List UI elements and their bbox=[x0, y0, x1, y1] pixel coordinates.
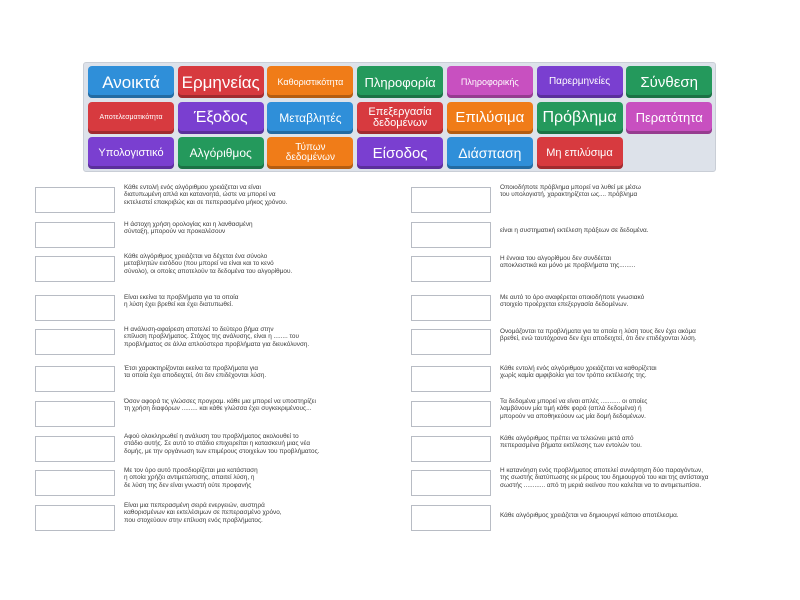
definition-text: Ονομάζονται τα προβλήματα για τα οποία η λύση τους δεν έχει ακόμα βρεθεί, ενώ ταυτόχρονα δεν έχει αποδειχτεί, ότι δεν επιδέχονται λύση. bbox=[500, 328, 697, 343]
answer-drop-slot[interactable] bbox=[35, 222, 115, 248]
answer-drop-slot[interactable] bbox=[411, 505, 491, 531]
definition-text: Η ανάλυση-αφαίρεση αποτελεί το δεύτερο βήμα στην επίλυση προβλήματος. Στόχος της ανάλυσης, είναι η ........ του προβλήματος σε άλλα απλούστερα προβλήματα για διευκόλυνση. bbox=[124, 326, 310, 348]
answer-tile[interactable]: Περατότητα bbox=[626, 102, 712, 134]
definition-text: Έτσι χαρακτηρίζονται εκείνα τα προβλήματα για τα οποία έχει αποδειχτεί, ότι δεν επιδέχονται λύση. bbox=[124, 365, 267, 380]
definition-text: Είναι μια πεπερασμένη σειρά ενεργειών, αυστηρά καθορισμένων και εκτελέσιμων σε πεπερασμένο χρόνο, που στοχεύουν στην επίλυση ενός προβλήματος. bbox=[124, 502, 282, 524]
answer-tile[interactable]: Έξοδος bbox=[178, 102, 264, 134]
definition-text: Κάθε εντολή ενός αλγόριθμου χρειάζεται να είναι διατυπωμένη απλά και κατανοητά, ώστε να μπορεί να εκτελεστεί επακριβώς και σε πεπερασμένο μήκος χρόνου. bbox=[124, 184, 288, 206]
definition-text: Με τον όρο αυτό προσδιορίζεται μια κατάσταση η οποία χρήζει αντιμετώπισης, απαιτεί λύση, η δε λύση της δεν είναι γνωστή ούτε προφανής bbox=[124, 467, 258, 489]
answer-drop-slot[interactable] bbox=[35, 505, 115, 531]
answer-drop-slot[interactable] bbox=[35, 366, 115, 392]
definition-text: είναι η συστηματική εκτέλεση πράξεων σε δεδομένα. bbox=[500, 227, 649, 234]
answer-tile[interactable]: Υπολογιστικό bbox=[88, 137, 174, 169]
answer-drop-slot[interactable] bbox=[411, 256, 491, 282]
definition-text: Η άστοχη χρήση ορολογίας και η λανθασμένη σύνταξη, μπορούν να προκαλέσουν bbox=[124, 221, 253, 236]
answer-tile[interactable]: Παρερμηνείες bbox=[537, 66, 623, 98]
answer-drop-slot[interactable] bbox=[411, 295, 491, 321]
answer-drop-slot[interactable] bbox=[35, 401, 115, 427]
answer-drop-slot[interactable] bbox=[35, 436, 115, 462]
answer-drop-slot[interactable] bbox=[411, 401, 491, 427]
answer-drop-slot[interactable] bbox=[411, 366, 491, 392]
answer-drop-slot[interactable] bbox=[35, 329, 115, 355]
answer-drop-slot[interactable] bbox=[411, 470, 491, 496]
answer-drop-slot[interactable] bbox=[35, 470, 115, 496]
answer-tile[interactable]: Καθοριστικότητα bbox=[267, 66, 353, 98]
answer-tile[interactable]: Αποτελεσματικότητα bbox=[88, 102, 174, 134]
answer-tile[interactable]: Αλγόριθμος bbox=[178, 137, 264, 169]
answer-tile[interactable]: Διάσπαση bbox=[447, 137, 533, 169]
definition-text: Με αυτό το όρο αναφέρεται οποιοδήποτε γνωσιακό στοιχείο προέρχεται επεξεργασία δεδομένων. bbox=[500, 294, 645, 309]
answer-drop-slot[interactable] bbox=[35, 187, 115, 213]
answer-tile[interactable]: Ανοικτά bbox=[88, 66, 174, 98]
definition-text: Κάθε αλγόριθμος πρέπει να τελειώνει μετά από πεπερασμένα βήματα εκτέλεσης των εντολών του. bbox=[500, 435, 642, 450]
answer-tile[interactable]: Πληροφορία bbox=[357, 66, 443, 98]
answer-drop-slot[interactable] bbox=[35, 295, 115, 321]
answer-tile[interactable]: Μεταβλητές bbox=[267, 102, 353, 134]
answer-drop-slot[interactable] bbox=[411, 329, 491, 355]
definition-text: Η έννοια του αλγορίθμου δεν συνδέεται αποκλειστικά και μόνο με προβλήματα της......... bbox=[500, 255, 636, 270]
answer-tile[interactable]: Επεξεργασία δεδομένων bbox=[357, 102, 443, 134]
answer-tile[interactable]: Επιλύσιμα bbox=[447, 102, 533, 134]
answer-drop-slot[interactable] bbox=[411, 436, 491, 462]
definition-text: Κάθε εντολή ενός αλγόριθμου χρειάζεται να καθορίζεται χωρίς καμία αμφιβολία για τον τρόπο εκτέλεσής της. bbox=[500, 365, 657, 380]
definition-text: Κάθε αλγόριθμος χρειάζεται να δημιουργεί κάποιο αποτέλεσμα. bbox=[500, 512, 679, 519]
answer-tile[interactable]: Ερμηνείας bbox=[178, 66, 264, 98]
answer-drop-slot[interactable] bbox=[411, 187, 491, 213]
word-bank bbox=[83, 62, 716, 172]
answer-tile[interactable]: Σύνθεση bbox=[626, 66, 712, 98]
definition-text: Τα δεδομένα μπορεί να είναι απλές ........... οι οποίες λαμβάνουν μία τιμή κάθε φορά (απλά δεδομένα) ή μπορούν να αποθηκεύουν ως μία δομή δεδομένων. bbox=[500, 398, 648, 420]
definition-text: Είναι εκείνα τα προβλήματα για τα οποία η λύση έχει βρεθεί και έχει διατυπωθεί. bbox=[124, 294, 239, 309]
definition-text: Κάθε αλγόριθμος χρειάζεται να δέχεται ένα σύνολο μεταβλητών εισόδου (που μπορεί να είναι και το κενό σύνολο), οι οποίες αποτελούν τα δεδομένα του αλγορίθμου. bbox=[124, 253, 293, 275]
answer-drop-slot[interactable] bbox=[35, 256, 115, 282]
definition-text: Αφού ολοκληρωθεί η ανάλυση του προβλήματος ακολουθεί το στάδιο αυτής. Σε αυτό το στάδιο επιχειρείται η κατασκευή μιας νέα δομής, με την οργάνωση των επιμέρους στοιχείων του προβλήματος. bbox=[124, 433, 320, 455]
answer-tile[interactable]: Τύπων δεδομένων bbox=[267, 137, 353, 169]
answer-tile[interactable]: Πληροφορικής bbox=[447, 66, 533, 98]
answer-tile[interactable]: Μη επιλύσιμα bbox=[537, 137, 623, 169]
answer-tile[interactable]: Είσοδος bbox=[357, 137, 443, 169]
definition-text: Όσον αφορά τις γλώσσες προγραμ. κάθε μια μπορεί να υποστηρίζει τη χρήση διαφόρων ......... και κάθε γλώσσα έχει συγκεκριμένους... bbox=[124, 398, 316, 413]
definition-text: Η κατανόηση ενός προβλήματος αποτελεί συνάρτηση δύο παραγόντων, της σωστής διατύπωσης εκ μέρους του δημιουργού του και της αντίστοιχα σωστής ............ από τη μεριά εκείνου που καλείται να το αντιμετωπίσει. bbox=[500, 467, 709, 489]
definition-text: Οποιοδήποτε πρόβλημα μπορεί να λυθεί με μέσω του υπολογιστή, χαρακτηρίζεται ως.... πρόβλημα bbox=[500, 184, 641, 199]
answer-drop-slot[interactable] bbox=[411, 222, 491, 248]
answer-tile[interactable]: Πρόβλημα bbox=[537, 102, 623, 134]
